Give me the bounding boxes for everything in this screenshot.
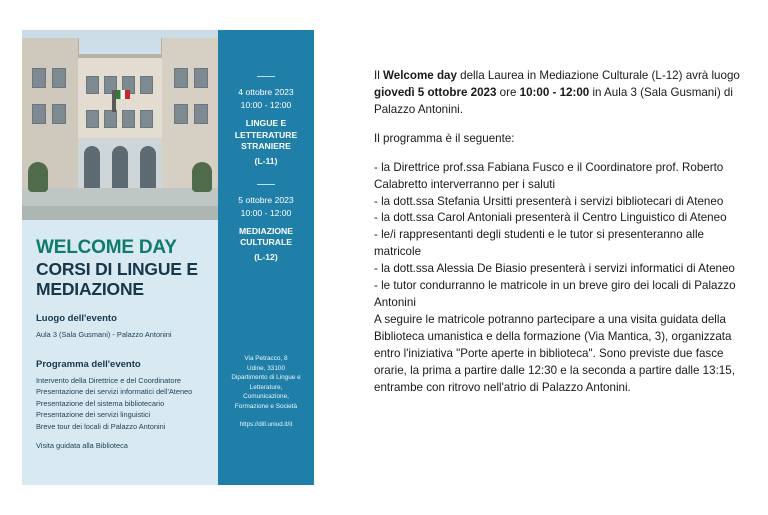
- session-course-line: MEDIAZIONE: [239, 225, 293, 236]
- programme-item: Presentazione del sistema bibliotecario: [36, 398, 165, 408]
- window-icon: [194, 68, 208, 88]
- courtyard-foreground: [22, 206, 218, 220]
- divider: [257, 184, 275, 185]
- programme-lead: Il programma è il seguente:: [374, 131, 515, 145]
- session-course-line: LINGUE E: [245, 118, 287, 128]
- window-icon: [32, 68, 46, 88]
- session-course-line: LETTERATURE: [234, 129, 298, 140]
- arch: [140, 146, 156, 188]
- spacer: [36, 341, 204, 349]
- session-course-line: STRANIERE: [241, 141, 291, 152]
- session-code: (L-12): [254, 251, 278, 262]
- window-icon: [140, 110, 153, 128]
- tree-icon: [192, 162, 212, 192]
- window-icon: [122, 110, 135, 128]
- address-line: Via Petracco, 8: [244, 355, 288, 363]
- intro-mid-3: in Aula 3 (Sala Gusmani) di Palazzo Antonini.: [374, 85, 733, 116]
- spacer: [36, 432, 204, 440]
- programme-item: Presentazione dei servizi linguistici: [36, 410, 151, 420]
- article-bullet: - la dott.ssa Alessia De Biasio presenterà i servizi informatici di Ateneo: [374, 262, 735, 276]
- programme-item: Visita guidata alla Biblioteca: [36, 441, 128, 451]
- intro-bold-date: giovedì 5 ottobre 2023: [374, 85, 497, 99]
- window-icon: [174, 104, 188, 124]
- article-bullet: - la dott.ssa Stefania Ursitti presenterà i servizi bibliotecari di Ateneo: [374, 194, 724, 208]
- programme-item: Breve tour dei locali di Palazzo Antonini: [36, 421, 166, 431]
- intro-mid-2: ore: [496, 85, 520, 99]
- department-url[interactable]: https://dill.uniud.it/it: [239, 420, 293, 428]
- poster-side-strip: [218, 30, 314, 485]
- arch: [84, 146, 100, 188]
- programme-heading: Programma dell'evento: [36, 358, 141, 370]
- window-icon: [174, 68, 188, 88]
- window-icon: [32, 104, 46, 124]
- address-line: Letterature,: [249, 383, 283, 391]
- window-icon: [140, 76, 153, 94]
- contact-address: [218, 354, 314, 429]
- programme-item: Intervento della Direttrice e del Coordinatore: [36, 375, 182, 385]
- article-bullet: - le tutor condurranno le matricole in un breve giro dei locali di Palazzo Antonini: [374, 279, 736, 310]
- venue-text: Aula 3 (Sala Gusmani) - Palazzo Antonini: [36, 330, 172, 340]
- window-icon: [194, 104, 208, 124]
- address-line: Dipartimento di Lingue e: [231, 374, 301, 382]
- window-icon: [52, 104, 66, 124]
- poster-title-welcome-day: WELCOME DAY: [36, 237, 177, 258]
- address-line: Udine, 33100: [246, 364, 286, 372]
- article-bullet: - la dott.ssa Carol Antoniali presenterà il Centro Linguistico di Ateneo: [374, 211, 727, 225]
- article-closing: A seguire le matricole potranno partecipare a una visita guidata della Biblioteca umanistica e della formazione (Via Mantica, 3), organizzata entro l'iniziativa "Porte aperte in biblioteca". Sono previste due fasce orarie, la prima a partire dalle 12:30 e la seconda a partire dalle 13:15, entrambe con ritrovo nell'atrio di Palazzo Antonini.: [374, 312, 735, 394]
- session-time: 10:00 - 12:00: [240, 100, 292, 110]
- venue-heading: Luogo dell'evento: [36, 313, 117, 325]
- article-intro: [374, 68, 740, 119]
- tree-icon: [28, 162, 48, 192]
- session-block-1: [218, 30, 314, 166]
- session-code: (L-11): [254, 155, 278, 166]
- address-line: Formazione e Società: [234, 403, 298, 411]
- article-bullet: - le/i rappresentanti degli studenti e le tutor si presenteranno alle matricole: [374, 228, 704, 259]
- poster-subtitle-line2: MEDIAZIONE: [36, 278, 144, 299]
- poster-subtitle: [36, 260, 204, 299]
- window-icon: [86, 76, 99, 94]
- poster-text-block: [22, 220, 218, 485]
- address-line: Comunicazione,: [243, 393, 289, 401]
- palazzo-antonini-photo: [22, 30, 218, 220]
- session-course-line: CULTURALE: [240, 237, 292, 248]
- italian-flag-icon: [116, 90, 130, 99]
- article-bullet: - la Direttrice prof.ssa Fabiana Fusco e il Coordinatore prof. Roberto Calabretto interverranno per i saluti: [374, 160, 724, 191]
- intro-pre: Il: [374, 69, 384, 82]
- poster-main-column: [22, 30, 218, 485]
- intro-mid-1: della Laurea in Mediazione Culturale (L-12) avrà luogo: [456, 69, 740, 82]
- window-icon: [104, 110, 117, 128]
- session-course: [226, 226, 306, 249]
- session-time: 10:00 - 12:00: [240, 207, 292, 218]
- session-block-2: [218, 184, 314, 262]
- article-body: [330, 0, 768, 515]
- session-date: 4 ottobre 2023: [238, 87, 294, 97]
- intro-bold-time: 10:00 - 12:00: [519, 85, 590, 99]
- arch: [112, 146, 128, 188]
- programme-item: Presentazione dei servizi informatici dell'Ateneo: [36, 387, 193, 397]
- window-icon: [52, 68, 66, 88]
- poster-subtitle-line1: CORSI DI LINGUE E: [36, 259, 198, 280]
- divider: [257, 76, 275, 77]
- window-icon: [86, 110, 99, 128]
- event-poster: [0, 0, 330, 515]
- intro-bold-welcome-day: Welcome day: [383, 69, 457, 82]
- poster-card: [22, 30, 314, 485]
- session-course: [226, 118, 306, 153]
- session-date: 5 ottobre 2023: [238, 194, 294, 205]
